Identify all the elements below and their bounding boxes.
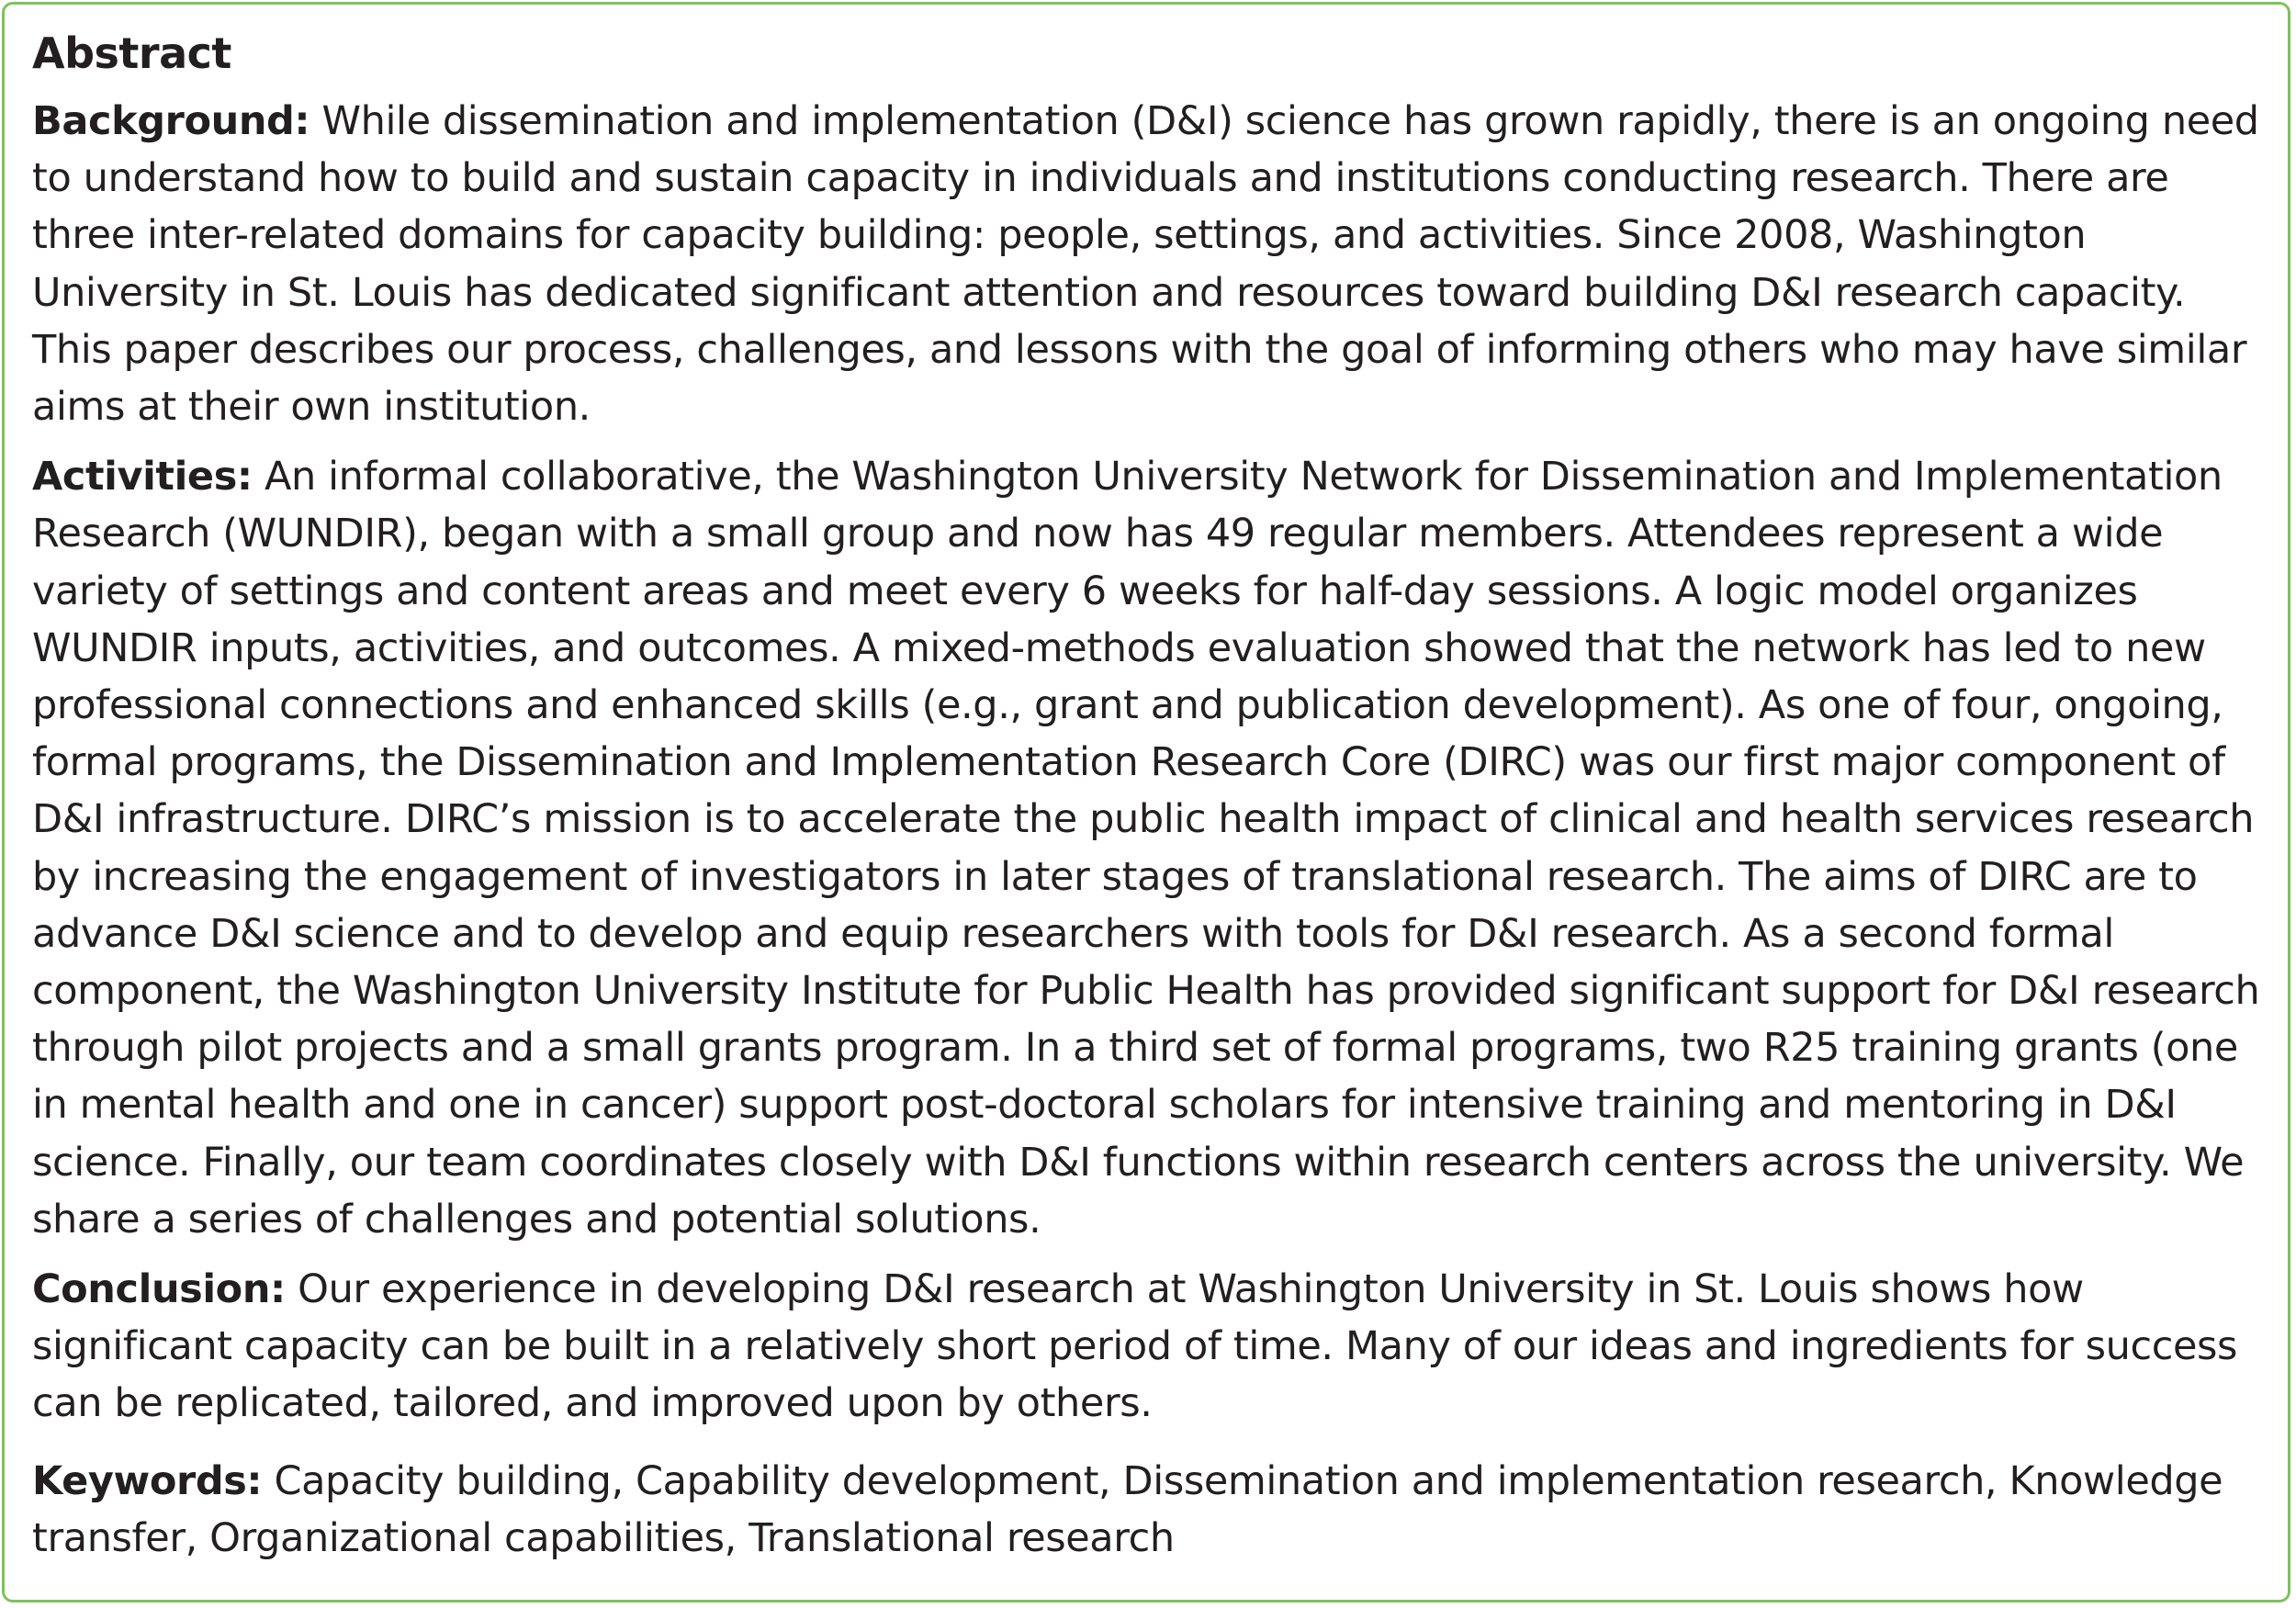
conclusion-text: Our experience in developing D&I research at Washington University in St. Louis shows how significant capacity can be built in a relatively short period of time. Many of our ideas and ingredients for success can be replicated, tailored, and improved upon by others. [32,1266,2238,1427]
activities-section [32,448,2262,1248]
background-text: While dissemination and implementation (D&I) science has grown rapidly, there is an ongoing need to understand how to build and sustain capacity in individuals and institutions conducting research. There are three inter-related domains for capacity building: people, settings, and activities. Since 2008, Washington University in St. Louis has dedicated significant attention and resources toward building D&I research capacity. This paper describes our process, challenges, and lessons with the goal of informing others who may have similar aims at their own institution. [32,98,2259,431]
keywords-text: Capacity building, Capability development, Dissemination and implementation research, Knowledge transfer, Organizational capabilities, Translational research [32,1457,2223,1561]
activities-label: Activities: [32,454,253,500]
background-label: Background: [32,98,310,144]
keywords-section [32,1453,2262,1567]
background-section [32,93,2262,435]
conclusion-section [32,1261,2262,1433]
activities-text: An informal collaborative, the Washington University Network for Dissemination and Implementation Research (WUNDIR), began with a small group and now has 49 regular members. Attendees represent a wide variety of settings and content areas and meet every 6 weeks for half-day sessions. A logic model organizes WUNDIR inputs, activities, and outcomes. A mixed-methods evaluation showed that the network has led to new professional connections and enhanced skills (e.g., grant and publication development). As one of four, ongoing, formal programs, the Dissemination and Implementation Research Core (DIRC) was our first major component of D&I infrastructure. DIRC’s mission is to accelerate the public health impact of clinical and health services research by increasing the engagement of investigators in later stages of translational research. The aims of DIRC are to advance D&I science and to develop and equip researchers with tools for D&I research. As a second formal component, the Washington University Institute for Public Health has provided significant support for D&I research through pilot projects and a small grants program. In a third set of formal programs, two R25 training grants (one in mental health and one in cancer) support post-doctoral scholars for intensive training and mentoring in D&I science. Finally, our team coordinates closely with D&I functions within research centers across the university. We share a series of challenges and potential solutions. [32,454,2260,1243]
abstract-box [2,2,2290,1602]
keywords-label: Keywords: [32,1457,263,1504]
conclusion-label: Conclusion: [32,1266,286,1313]
abstract-heading: Abstract [32,28,231,78]
